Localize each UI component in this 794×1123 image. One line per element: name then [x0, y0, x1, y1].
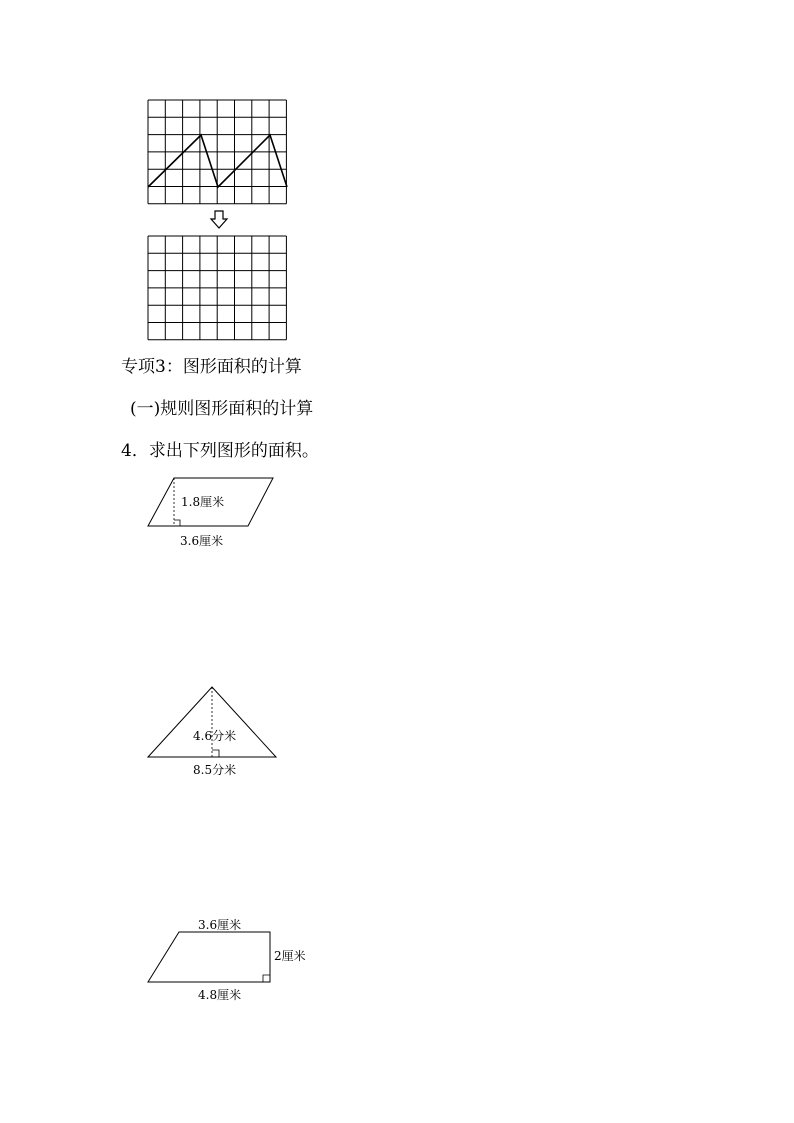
- trapezoid-top-label: 3.6厘米: [198, 918, 242, 932]
- parallelogram-height-label: 1.8厘米: [181, 495, 225, 509]
- parallelogram-base-label: 3.6厘米: [180, 534, 224, 548]
- subsection-title: (一)规则图形面积的计算: [130, 399, 314, 419]
- question-text: 4．求出下列图形的面积。: [121, 441, 319, 461]
- trapezoid-height-label: 2厘米: [274, 949, 306, 963]
- triangle-height-label: 4.6分米: [193, 729, 237, 743]
- triangle-base-label: 8.5分米: [193, 763, 237, 777]
- trapezoid-bottom-label: 4.8厘米: [198, 988, 242, 1002]
- section-title: 专项3：图形面积的计算: [121, 357, 302, 377]
